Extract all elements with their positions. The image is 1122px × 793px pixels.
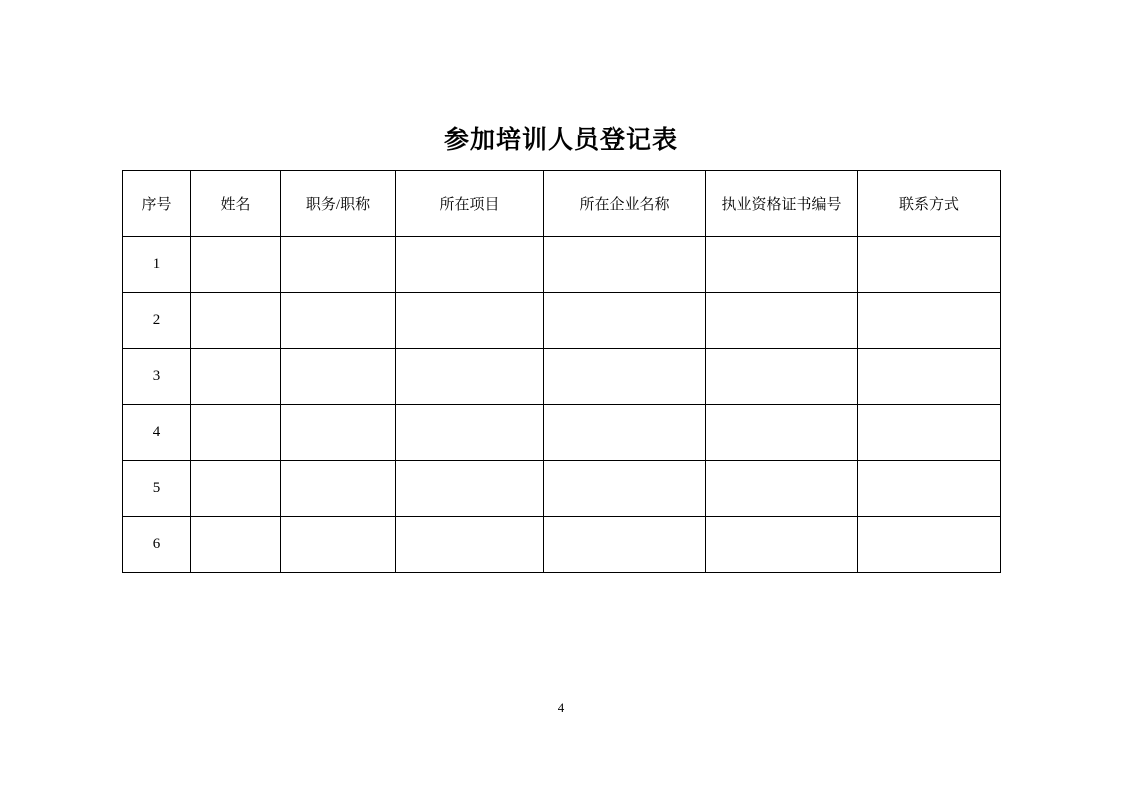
cell-position-title[interactable] [281, 237, 396, 293]
cell-company[interactable] [544, 405, 706, 461]
cell-certificate-number[interactable] [706, 461, 858, 517]
cell-company[interactable] [544, 461, 706, 517]
cell-position-title[interactable] [281, 405, 396, 461]
table-row [123, 517, 1001, 573]
cell-contact[interactable] [858, 461, 1001, 517]
cell-name[interactable] [191, 349, 281, 405]
cell-position-title[interactable] [281, 461, 396, 517]
table-header-row [123, 171, 1001, 237]
training-registration-table [122, 170, 1001, 573]
cell-position-title[interactable] [281, 349, 396, 405]
cell-company[interactable] [544, 293, 706, 349]
cell-contact[interactable] [858, 405, 1001, 461]
page-number: 4 [557, 700, 565, 715]
cell-company[interactable] [544, 237, 706, 293]
column-header-index: 序号 [123, 171, 191, 237]
cell-certificate-number[interactable] [706, 237, 858, 293]
cell-name[interactable] [191, 461, 281, 517]
column-header-company: 所在企业名称 [544, 171, 706, 237]
cell-name[interactable] [191, 237, 281, 293]
cell-contact[interactable] [858, 517, 1001, 573]
cell-contact[interactable] [858, 237, 1001, 293]
cell-project[interactable] [396, 349, 544, 405]
column-header-certificate-number: 执业资格证书编号 [706, 171, 858, 237]
cell-project[interactable] [396, 293, 544, 349]
cell-certificate-number[interactable] [706, 517, 858, 573]
cell-index: 4 [123, 405, 191, 461]
column-header-project: 所在项目 [396, 171, 544, 237]
training-registration-table-wrapper [122, 170, 1000, 573]
cell-project[interactable] [396, 517, 544, 573]
cell-certificate-number[interactable] [706, 405, 858, 461]
cell-name[interactable] [191, 293, 281, 349]
column-header-name: 姓名 [191, 171, 281, 237]
table-header [123, 171, 1001, 237]
cell-name[interactable] [191, 405, 281, 461]
cell-position-title[interactable] [281, 293, 396, 349]
table-row [123, 237, 1001, 293]
cell-contact[interactable] [858, 349, 1001, 405]
column-header-contact: 联系方式 [858, 171, 1001, 237]
cell-project[interactable] [396, 237, 544, 293]
table-row [123, 461, 1001, 517]
cell-index: 2 [123, 293, 191, 349]
cell-position-title[interactable] [281, 517, 396, 573]
cell-project[interactable] [396, 461, 544, 517]
cell-contact[interactable] [858, 293, 1001, 349]
table-row [123, 349, 1001, 405]
table-row [123, 293, 1001, 349]
column-header-position-title: 职务/职称 [281, 171, 396, 237]
cell-company[interactable] [544, 517, 706, 573]
page-title: 参加培训人员登记表 [443, 125, 678, 154]
cell-index: 6 [123, 517, 191, 573]
cell-project[interactable] [396, 405, 544, 461]
table-body [123, 237, 1001, 573]
cell-index: 5 [123, 461, 191, 517]
cell-certificate-number[interactable] [706, 349, 858, 405]
cell-certificate-number[interactable] [706, 293, 858, 349]
cell-index: 3 [123, 349, 191, 405]
table-row [123, 405, 1001, 461]
cell-index: 1 [123, 237, 191, 293]
cell-company[interactable] [544, 349, 706, 405]
cell-name[interactable] [191, 517, 281, 573]
